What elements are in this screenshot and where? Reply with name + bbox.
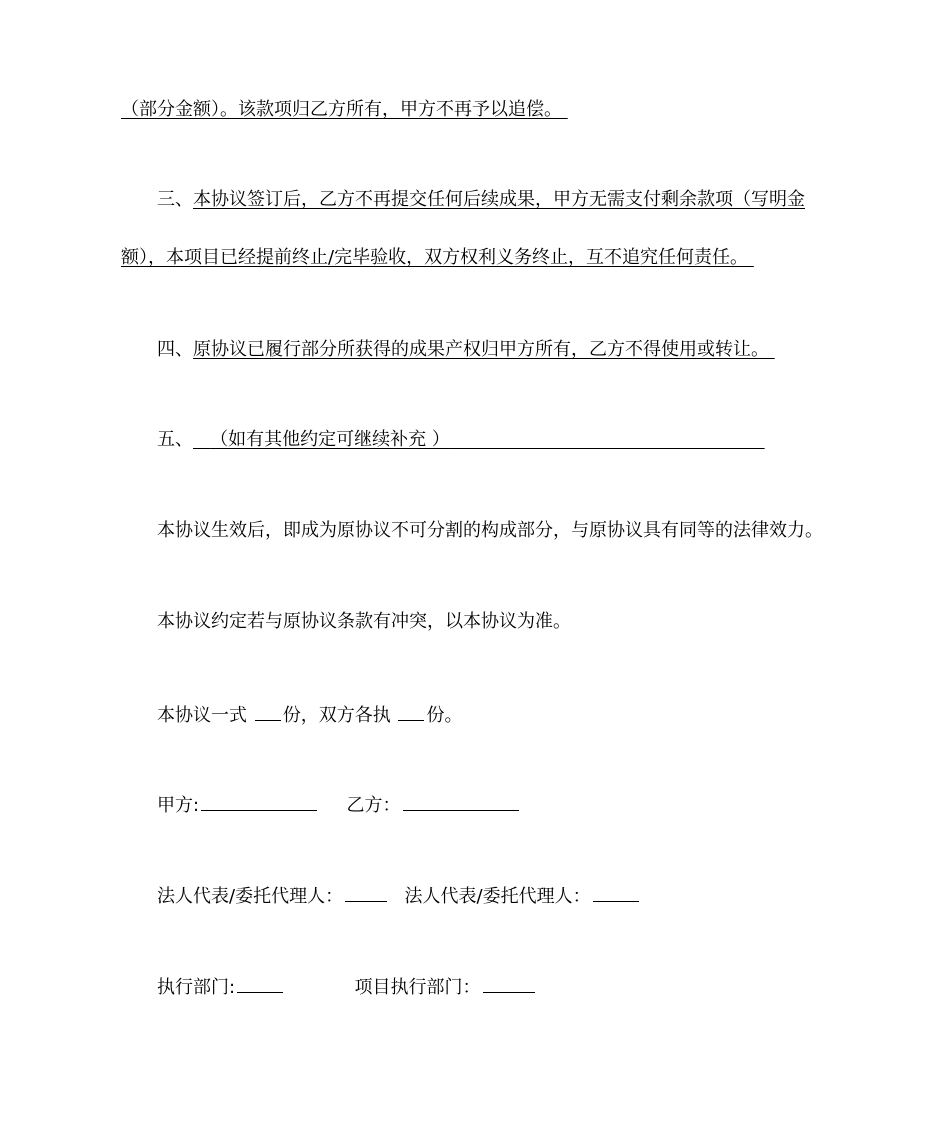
dept-a-label: 执行部门: [157,977,236,998]
party-b-blank[interactable] [403,792,519,811]
dept-b-label: 项目执行部门： [354,977,481,998]
effect-paragraph [157,519,823,543]
copies-text-3: 份。 [426,705,463,726]
paragraph-2-continuation [121,98,568,122]
dept-a-blank[interactable] [237,974,283,993]
party-a-blank[interactable] [201,792,317,811]
copies-paragraph [157,702,462,728]
copies-text-1: 本协议一式 [157,705,247,726]
rep-b-label: 法人代表/委托代理人： [404,886,591,907]
copies-total-blank[interactable] [255,702,281,721]
party-signature-row [157,792,521,818]
clause-text-fill-in: （如有其他约定可继续补充 ） [210,429,450,450]
representative-row [157,883,641,909]
text-segment: （部分金额）。该款项归乙方所有，甲方不再予以追偿。 [121,99,562,120]
conflict-paragraph [157,610,571,634]
party-b-label: 乙方： [346,795,401,816]
rep-a-blank[interactable] [345,883,387,902]
clause-three-line-2 [121,246,754,270]
clause-text: 额），本项目已经提前终止/完毕验收，双方权利义务终止，互不追究任何责任。 [121,247,749,268]
clause-number: 五、 [157,429,193,450]
dept-b-blank[interactable] [483,974,535,993]
copies-text-2: 份，双方各执 [282,705,391,726]
clause-number: 四、 [157,339,193,360]
clause-three-line-1 [157,188,805,212]
department-row [157,974,537,1000]
rep-b-blank[interactable] [593,883,639,902]
clause-number: 三、 [157,189,193,210]
rep-a-label: 法人代表/委托代理人： [157,886,344,907]
clause-five [157,428,765,452]
clause-four [157,338,775,362]
clause-text: 原协议已履行部分所获得的成果产权归甲方所有，乙方不得使用或转让。 [193,339,769,360]
copies-each-blank[interactable] [398,702,424,721]
paragraph-text: 本协议约定若与原协议条款有冲突，以本协议为准。 [157,611,571,632]
paragraph-text: 本协议生效后，即成为原协议不可分割的构成部分，与原协议具有同等的法律效力。 [157,520,823,541]
party-a-label: 甲方: [157,795,200,816]
clause-text: 本协议签订后，乙方不再提交任何后续成果，甲方无需支付剩余款项（写明金 [193,189,805,210]
